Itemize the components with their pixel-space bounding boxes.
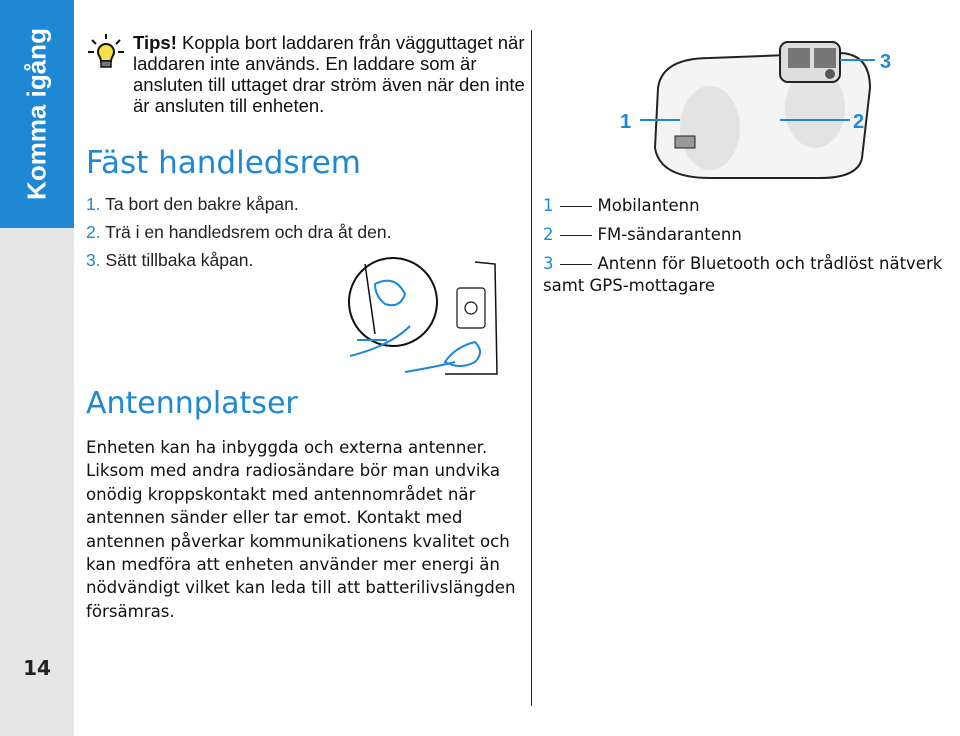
strap-heading: Fäst handledsrem <box>86 145 361 181</box>
legend-text: Mobilantenn <box>597 196 700 215</box>
step-number: 1. <box>86 194 101 214</box>
legend-item <box>543 192 958 221</box>
step-number: 2. <box>86 222 101 242</box>
antenna-legend <box>543 192 958 297</box>
section-tab <box>0 0 74 228</box>
legend-number: 1 <box>543 196 554 215</box>
phone-antenna-illustration <box>600 28 910 198</box>
legend-number: 2 <box>543 224 554 244</box>
callout-3: 3 <box>880 51 892 73</box>
callout-2: 2 <box>853 111 865 133</box>
legend-item <box>543 253 958 297</box>
step-text: Trä i en handledsrem och dra åt den. <box>105 222 392 242</box>
wrist-strap-illustration <box>345 244 505 384</box>
page-number: 14 <box>23 656 51 680</box>
step-text: Sätt tillbaka kåpan. <box>105 250 254 270</box>
tip-body: Koppla bort laddaren från vägguttaget när laddaren inte används. En laddare som är ansluten till uttaget drar ström även när den inte är ansluten till enheten. <box>133 32 525 116</box>
legend-text: Antenn för Bluetooth och trådlöst nätverk samt GPS-mottagare <box>543 254 943 295</box>
legend-number: 3 <box>543 254 554 273</box>
step-number: 3. <box>86 250 101 270</box>
tip-text <box>133 32 528 116</box>
section-title: Komma igång <box>21 28 52 200</box>
step-item <box>86 218 391 246</box>
legend-text: FM-sändarantenn <box>597 224 742 244</box>
tip-label: Tips! <box>133 32 177 53</box>
callout-1: 1 <box>620 111 632 133</box>
antenna-body: Enheten kan ha inbyggda och externa antenner. Liksom med andra radiosändare bör man undvika onödig kroppskontakt med antennområdet när antennen sänder eller tar emot. Kontakt med antennen påverkar kommunikationens kvalitet och kan medföra att enheten använder mer energi än nödvändigt vilket kan leda till att batterilivslängden försämras. <box>86 438 516 621</box>
step-item <box>86 190 391 218</box>
step-text: Ta bort den bakre kåpan. <box>105 194 299 214</box>
lightbulb-icon <box>86 32 126 72</box>
antenna-heading: Antennplatser <box>86 386 298 421</box>
legend-item <box>543 221 958 250</box>
sidebar <box>0 0 74 736</box>
